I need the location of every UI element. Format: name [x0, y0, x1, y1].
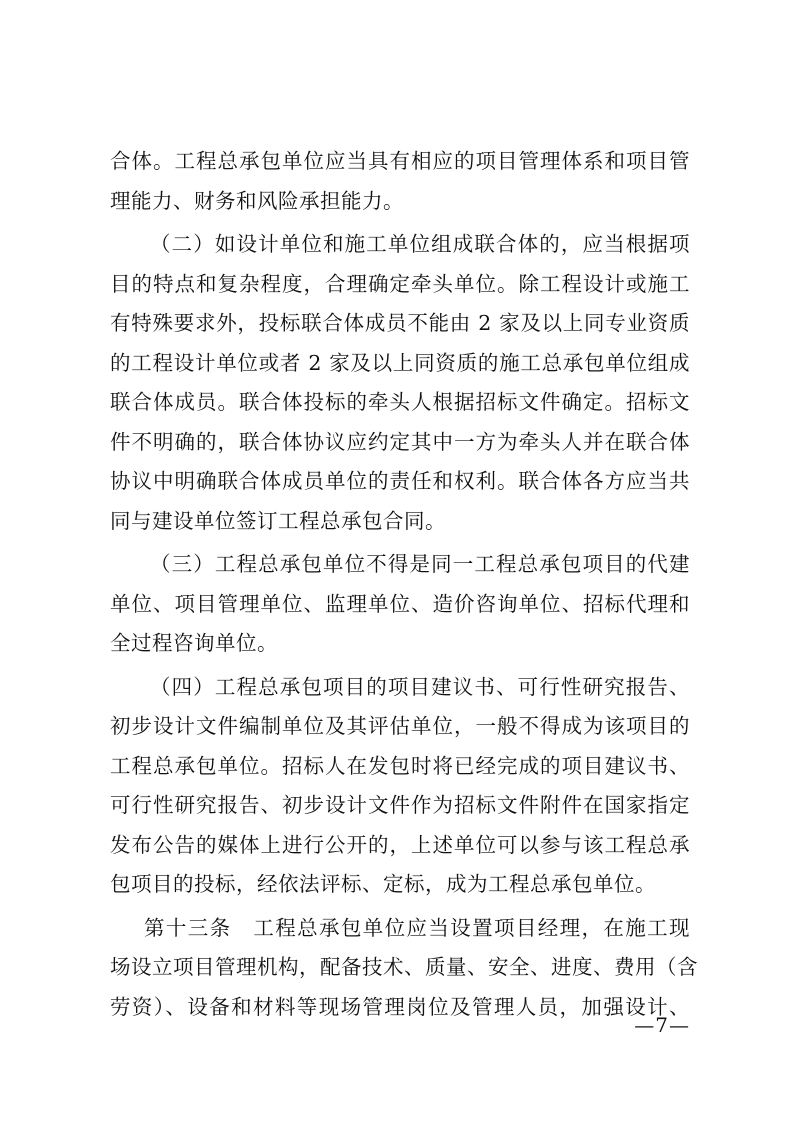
- paragraph-4-start: （四）工程总承包项目的项目建议书、可行性研究报告、: [150, 674, 690, 699]
- text-line: 场设立项目管理机构，配备技术、质量、安全、进度、费用（含: [110, 955, 698, 979]
- text-line: 的工程设计单位或者 2 家及以上同资质的施工总承包单位组成: [110, 350, 690, 375]
- text-line: 同与建设单位签订工程总承包合同。: [110, 508, 446, 533]
- paragraph-3-start: （三）工程总承包单位不得是同一工程总承包项目的代建: [150, 552, 690, 576]
- text-line: 可行性研究报告、初步设计文件作为招标文件附件在国家指定: [110, 793, 690, 817]
- text-line: 全过程咨询单位。: [110, 631, 278, 655]
- article-13-start: 第十三条 工程总承包单位应当设置项目经理，在施工现: [144, 915, 690, 940]
- text-line: 发布公告的媒体上进行公开的，上述单位可以参与该工程总承: [110, 832, 690, 857]
- document-body: [110, 142, 698, 1027]
- text-line: 协议中明确联合体成员单位的责任和权利。联合体各方应当共: [110, 469, 690, 493]
- text-line: 工程总承包单位。招标人在发包时将已经完成的项目建议书、: [110, 753, 690, 778]
- text-line: 有特殊要求外，投标联合体成员不能由 2 家及以上同专业资质: [110, 311, 690, 335]
- text-line: 联合体成员。联合体投标的牵头人根据招标文件确定。招标文: [110, 390, 690, 414]
- text-line: 目的特点和复杂程度，合理确定牵头单位。除工程设计或施工: [110, 271, 690, 296]
- page-number: —7—: [634, 1013, 690, 1037]
- text-line: 单位、项目管理单位、监理单位、造价咨询单位、招标代理和: [110, 591, 690, 616]
- text-line: 初步设计文件编制单位及其评估单位，一般不得成为该项目的: [110, 714, 690, 738]
- text-line: 件不明确的，联合体协议应约定其中一方为牵头人并在联合体: [110, 429, 690, 454]
- text-line: 合体。工程总承包单位应当具有相应的项目管理体系和项目管: [110, 149, 690, 173]
- text-line: 理能力、财务和风险承担能力。: [110, 188, 404, 213]
- paragraph-2-start: （二）如设计单位和施工单位组成联合体的，应当根据项: [150, 232, 690, 256]
- text-line: 包项目的投标，经依法评标、定标，成为工程总承包单位。: [110, 872, 656, 896]
- text-line: 劳资）、设备和材料等现场管理岗位及管理人员，加强设计、: [110, 994, 690, 1019]
